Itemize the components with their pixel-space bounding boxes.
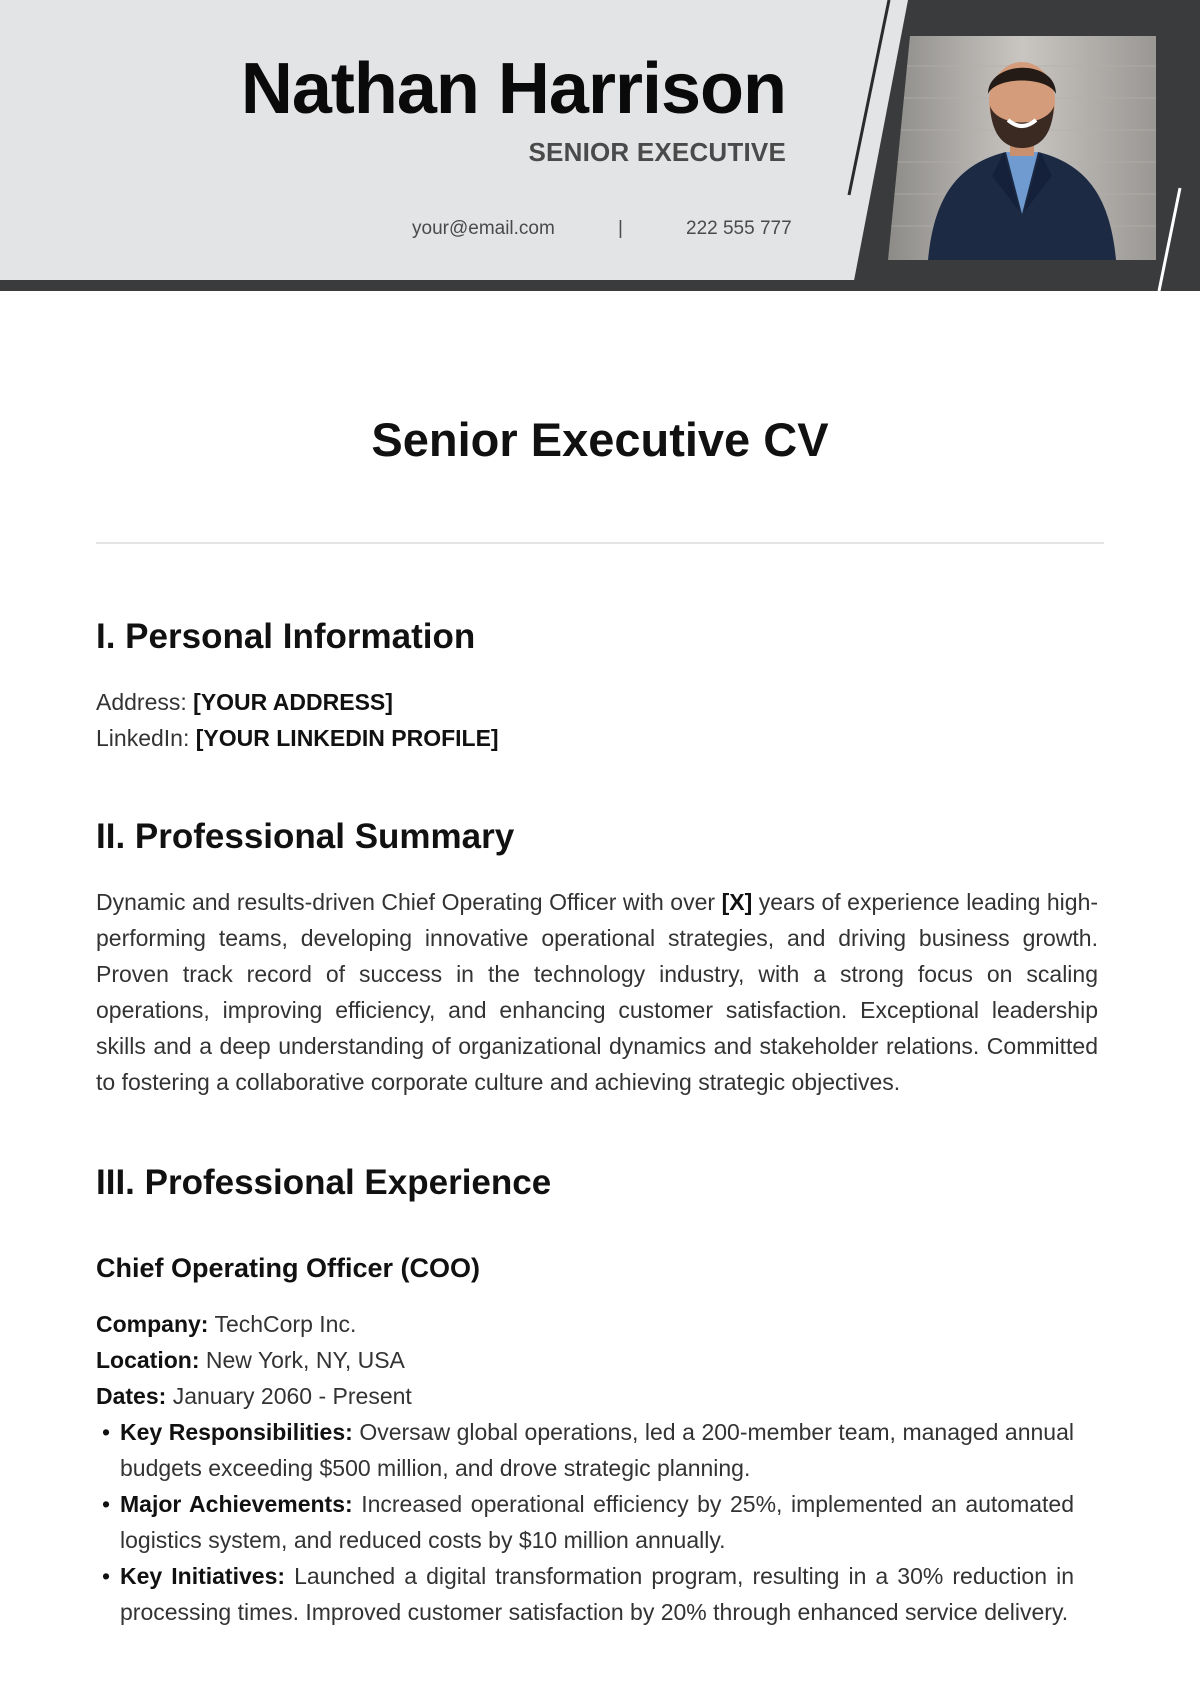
spacer [96, 756, 1096, 812]
linkedin-label: LinkedIn: [96, 725, 190, 751]
experience-bullets [96, 1414, 1074, 1630]
contact-separator: | [618, 218, 623, 239]
location-line [96, 1342, 1096, 1378]
bullet-label: Major Achievements: [120, 1491, 353, 1517]
bullet-icon: • [102, 1563, 111, 1589]
section-professional-summary [96, 812, 1099, 1100]
title-divider [96, 542, 1104, 544]
location-label: Location: [96, 1347, 200, 1373]
section-professional-experience [96, 1158, 1096, 1630]
role-title: Chief Operating Officer (COO) [96, 1253, 481, 1283]
section-heading: I. Personal Information [96, 617, 476, 656]
company-value: TechCorp Inc. [214, 1311, 357, 1337]
list-item [96, 1558, 1074, 1630]
dates-value: January 2060 - Present [172, 1383, 412, 1409]
summary-paragraph [96, 884, 1098, 1100]
document-title: Senior Executive CV [371, 413, 829, 466]
contact-phone: 222 555 777 [686, 218, 792, 239]
bullet-label: Key Responsibilities: [120, 1419, 353, 1445]
summary-text-end: years of experience leading high-performing teams, developing innovative operational strategies, and driving business growth. Proven track record of success in the technology industry, with a strong focus on scaling operations, improving efficiency, and enhancing customer satisfaction. Exceptional leadership skills and a deep understanding of organizational dynamics and stakeholder relations. Committed to fostering a collaborative corporate culture and achieving strategic objectives. [96, 889, 1099, 1095]
bullet-icon: • [102, 1491, 111, 1517]
list-item [96, 1414, 1074, 1486]
list-item [96, 1486, 1074, 1558]
personal-info-lines [96, 684, 1096, 756]
candidate-name: Nathan Harrison [240, 49, 786, 129]
summary-text-start: Dynamic and results-driven Chief Operating Officer with over [96, 889, 716, 915]
bullet-label: Key Initiatives: [120, 1563, 286, 1589]
bullet-icon: • [102, 1419, 111, 1445]
candidate-title: SENIOR EXECUTIVE [528, 137, 786, 167]
dates-line [96, 1378, 1096, 1414]
role-details [96, 1306, 1096, 1630]
location-value: New York, NY, USA [205, 1347, 405, 1373]
address-label: Address: [96, 689, 187, 715]
dates-label: Dates: [96, 1383, 167, 1409]
summary-years-placeholder: [X] [721, 889, 753, 915]
bullet-text: Launched a digital transformation program, resulting in a 30% reduction in processing times. Improved customer satisfaction by 20% through enhanced service delivery. [120, 1563, 1074, 1625]
portrait-illustration [888, 36, 1156, 260]
bullet-text: Oversaw global operations, led a 200-member team, managed annual budgets exceeding $500 million, and drove strategic planning. [120, 1419, 1074, 1481]
address-value: [YOUR ADDRESS] [193, 689, 393, 715]
contact-email: your@email.com [412, 218, 555, 239]
linkedin-value: [YOUR LINKEDIN PROFILE] [195, 725, 499, 751]
linkedin-line [96, 720, 1096, 756]
company-label: Company: [96, 1311, 209, 1337]
cv-header [0, 0, 1200, 292]
bullet-text: Increased operational efficiency by 25%, implemented an automated logistics system, and reduced costs by $10 million annually. [120, 1491, 1075, 1553]
cv-content [96, 612, 1099, 1630]
section-personal-information [96, 612, 1096, 756]
profile-photo [888, 36, 1156, 260]
address-line [96, 684, 1096, 720]
spacer [96, 1100, 1096, 1158]
section-heading: III. Professional Experience [96, 1163, 552, 1202]
section-heading: II. Professional Summary [96, 817, 515, 856]
company-line [96, 1306, 1096, 1342]
